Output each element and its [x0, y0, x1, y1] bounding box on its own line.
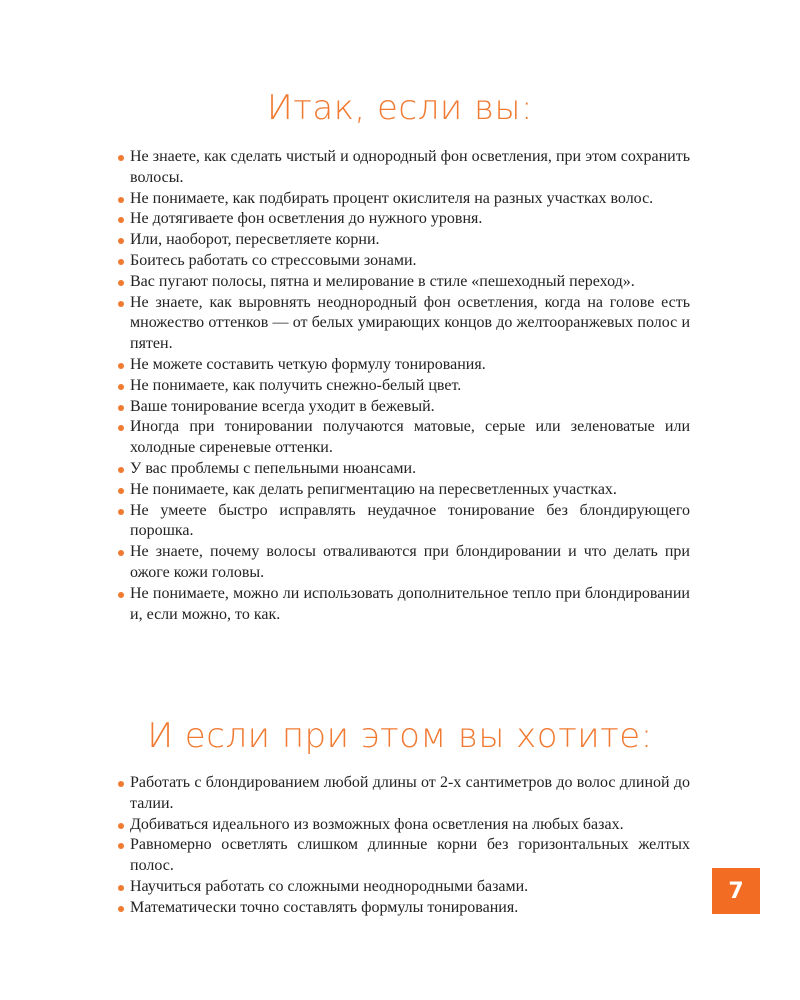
bullet-icon — [118, 425, 124, 431]
list-item — [112, 189, 690, 210]
list-item-text: Не знаете, как выровнять неоднородный фон осветления, когда на голове есть множество оттенков — от белых умирающих концов до желтооранжевых полос и пятен. — [130, 293, 690, 353]
list-item — [112, 417, 690, 459]
list-item-text: У вас проблемы с пепельными нюансами. — [130, 459, 417, 477]
list-item — [112, 376, 690, 397]
bullet-icon — [118, 592, 124, 598]
list-item-text: Вас пугают полосы, пятна и мелирование в стиле «пешеходный переход». — [130, 272, 635, 290]
section-1-heading: Итак, если вы: — [267, 88, 533, 128]
page-number: 7 — [728, 878, 744, 904]
section-1-list — [112, 147, 690, 625]
bullet-icon — [118, 885, 124, 891]
list-item — [112, 397, 690, 418]
list-item-text: Боитесь работать со стрессовыми зонами. — [130, 251, 417, 269]
list-item — [112, 251, 690, 272]
list-item-text: Иногда при тонировании получаются матовые, серые или зеленоватые или холодные сиреневые оттенки. — [130, 418, 690, 457]
list-item-text: Не знаете, почему волосы отваливаются при блондировании и что делать при ожоге кожи головы. — [130, 543, 690, 581]
list-item-text: Не знаете, как сделать чистый и однородный фон осветления, при этом сохранить волосы. — [130, 148, 690, 186]
bullet-icon — [118, 467, 124, 473]
list-item — [112, 355, 690, 376]
list-item-text: Не понимаете, как получить снежно-белый цвет. — [130, 376, 462, 394]
list-item-text: Не умеете быстро исправлять неудачное тонирование без блондирующего порошка. — [130, 501, 690, 540]
list-item — [112, 147, 690, 189]
list-item-text: Научиться работать со сложными неоднородными базами. — [130, 877, 529, 895]
bullet-icon — [118, 823, 124, 829]
list-item — [112, 459, 690, 480]
bullet-icon — [118, 155, 124, 161]
list-item-text: Математически точно составлять формулы тонирования. — [130, 898, 519, 916]
bullet-icon — [118, 405, 124, 411]
bullet-icon — [118, 259, 124, 265]
bullet-icon — [118, 550, 124, 556]
list-item-text: Добиваться идеального из возможных фона осветления на любых базах. — [130, 815, 624, 833]
list-item-text: Не дотягиваете фон осветления до нужного уровня. — [130, 210, 483, 228]
page-number-badge — [712, 868, 760, 914]
list-item — [112, 230, 690, 251]
bullet-icon — [118, 509, 124, 515]
bullet-icon — [118, 197, 124, 203]
bullet-icon — [118, 280, 124, 286]
list-item-text: Или, наоборот, пересветляете корни. — [130, 231, 380, 249]
bullet-icon — [118, 906, 124, 912]
list-item — [112, 501, 690, 543]
bullet-icon — [118, 363, 124, 369]
bullet-icon — [118, 488, 124, 494]
bullet-icon — [118, 384, 124, 390]
list-item — [112, 815, 690, 836]
list-item-text: Не можете составить четкую формулу тонирования. — [130, 355, 486, 373]
bullet-icon — [118, 781, 124, 787]
list-item-text: Не понимаете, можно ли использовать дополнительное тепло при блондировании и, если можно, то как. — [130, 584, 690, 623]
list-item — [112, 542, 690, 584]
list-item-text: Ваше тонирование всегда уходит в бежевый. — [130, 397, 435, 415]
list-item-text: Не понимаете, как делать репигментацию на пересветленных участках. — [130, 480, 617, 498]
list-item-text: Работать с блондированием любой длины от 2-х сантиметров до волос длиной до талии. — [130, 774, 690, 812]
list-item — [112, 584, 690, 626]
list-item — [112, 773, 690, 815]
bullet-icon — [118, 843, 124, 849]
list-item — [112, 898, 690, 919]
list-item — [112, 209, 690, 230]
bullet-icon — [118, 301, 124, 307]
list-item — [112, 293, 690, 355]
list-item-text: Равномерно осветлять слишком длинные корни без горизонтальных желтых полос. — [130, 836, 690, 875]
list-item — [112, 480, 690, 501]
list-item — [112, 835, 690, 877]
bullet-icon — [118, 217, 124, 223]
bullet-icon — [118, 238, 124, 244]
section-2-heading: И если при этом вы хотите: — [147, 716, 653, 756]
list-item — [112, 272, 690, 293]
list-item-text: Не понимаете, как подбирать процент окислителя на разных участках волос. — [130, 189, 654, 207]
section-2-list — [112, 773, 690, 919]
list-item — [112, 877, 690, 898]
